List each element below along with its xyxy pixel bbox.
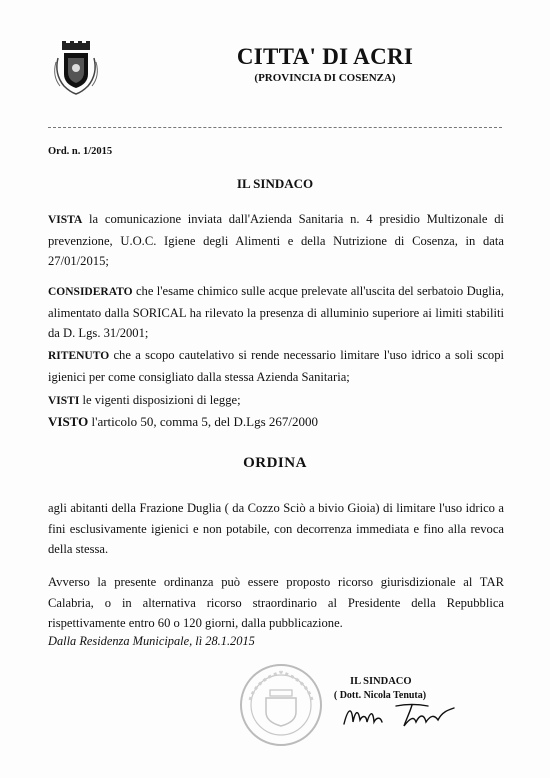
city-title: CITTA' DI ACRI [236,44,414,69]
city-coat-of-arms-icon [50,40,102,96]
ordinance-number: Ord. n. 1/2015 [48,146,113,157]
keyword-ritenuto: RITENUTO [48,350,110,362]
paragraph-vista [48,209,504,272]
text-visti: le vigenti disposizioni di legge; [79,393,241,407]
paragraph-visto [48,412,504,433]
official-stamp-icon [236,660,326,750]
keyword-considerato: CONSIDERATO [48,286,133,298]
order-text: agli abitanti della Frazione Duglia ( da Cozzo Sciò a bivio Gioia) di limitare l'uso idrico a fini esclusivamente igienici e non potabile, con decorrenza immediata e fino alla revoca della stessa. [48,501,504,556]
paragraph-ritenuto [48,345,504,387]
place-and-date: Dalla Residenza Municipale, lì 28.1.2015 [48,634,255,648]
text-considerato: che l'esame chimico sulle acque prelevate all'uscita del serbatoio Duglia, alimentato dalla SORICAL ha rilevato la presenza di alluminio superiore ai limiti stabiliti da D. Lgs. 31/2001; [48,284,504,340]
order-heading: ORDINA [243,455,307,471]
keyword-visto: VISTO [48,414,89,429]
header-divider [48,127,502,128]
paragraph-considerato [48,281,504,344]
issuer-heading: IL SINDACO [236,176,314,191]
text-ritenuto: che a scopo cautelativo si rende necessario limitare l'uso idrico a soli scopi igienici per come consigliato dalla stessa Azienda Sanitaria; [48,348,504,384]
keyword-visti: VISTI [48,395,80,407]
text-vista: la comunicazione inviata dall'Azienda Sanitaria n. 4 presidio Multizonale di prevenzione, U.O.C. Igiene degli Alimenti e della Nutrizione di Cosenza, in data 27/01/2015; [48,212,504,268]
text-visto: l'articolo 50, comma 5, del D.Lgs 267/2000 [88,414,319,429]
paragraph-visti [48,390,504,412]
handwritten-signature-icon [340,698,460,732]
keyword-vista: VISTA [48,214,83,226]
signature-title: IL SINDACO [350,676,412,687]
province-subtitle: (PROVINCIA DI COSENZA) [254,72,396,84]
appeal-text: Avverso la presente ordinanza può essere proposto ricorso giurisdizionale al TAR Calabria, o in alternativa ricorso straordinario al Presidente della Repubblica rispettivamente entro 60 o 120 giorni, dalla pubblicazione. [48,575,504,630]
signatory-name: ( Dott. Nicola Tenuta) [333,690,427,701]
